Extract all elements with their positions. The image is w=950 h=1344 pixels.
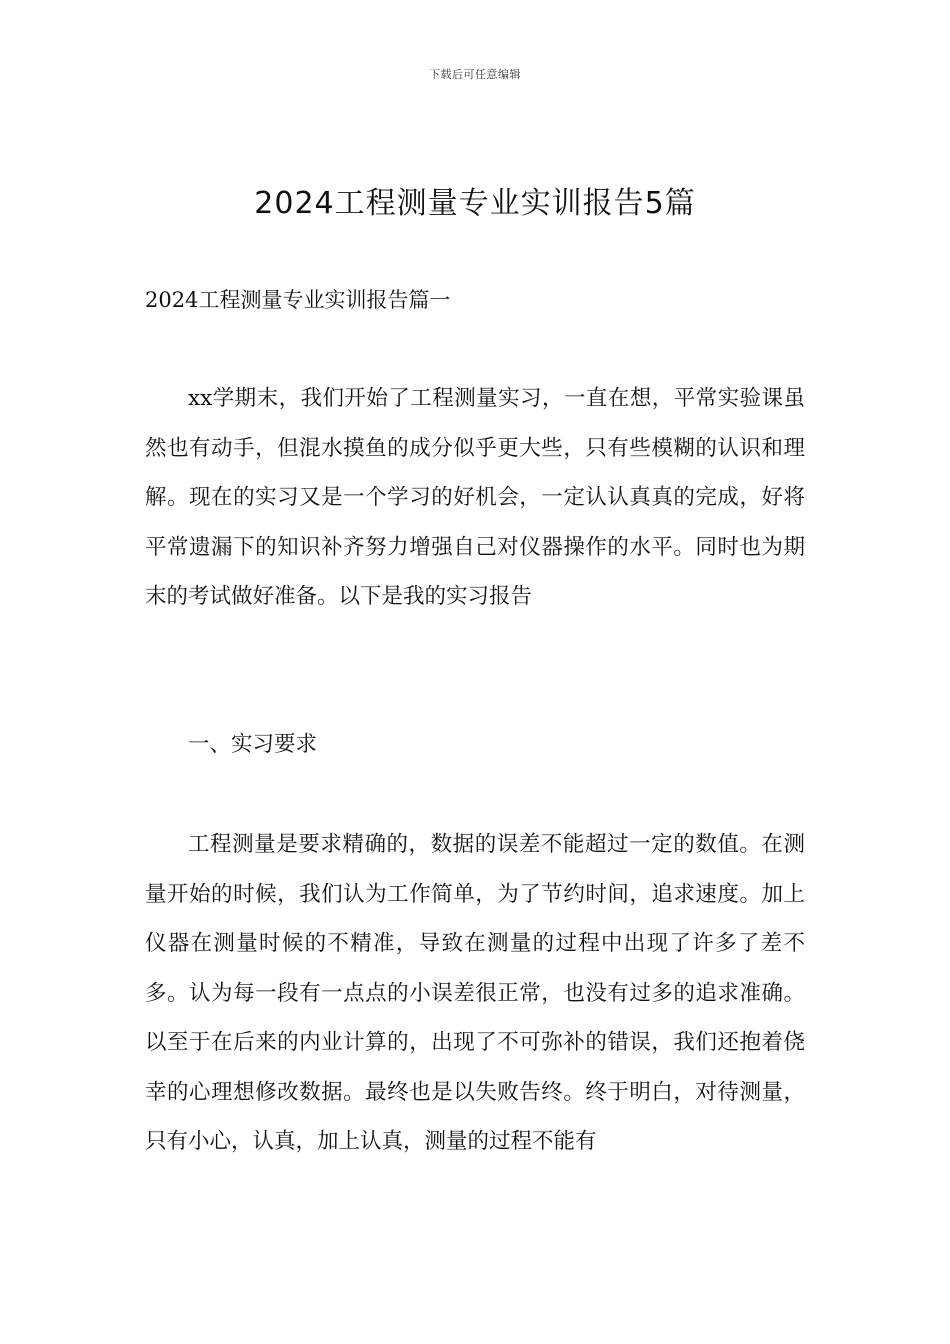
paragraph-intro: xx学期末，我们开始了工程测量实习，一直在想，平常实验课虽然也有动手，但混水摸鱼的成分似乎更大些，只有些模糊的认识和理解。现在的实习又是一个学习的好机会，一定认认真真的完成，好将平常遗漏下的知识补齐努力增强自己对仪器操作的水平。同时也为期末的考试做好准备。以下是我的实习报告 bbox=[145, 386, 805, 609]
header-note: 下载后可任意编辑 bbox=[429, 68, 521, 81]
section-heading: 2024工程测量专业实训报告篇一 bbox=[145, 288, 451, 312]
paragraph-requirements: 工程测量是要求精确的，数据的误差不能超过一定的数值。在测量开始的时候，我们认为工作简单，为了节约时间，追求速度。加上仪器在测量时候的不精准，导致在测量的过程中出现了许多了差不多。认为每一段有一点点的小误差很正常，也没有过多的追求准确。以至于在后来的内业计算的，出现了不可弥补的错误，我们还抱着侥幸的心理想修改数据。最终也是以失败告终。终于明白，对待测量，只有小心，认真，加上认真，测量的过程不能有 bbox=[145, 832, 805, 1154]
document-title: 2024工程测量专业实训报告5篇 bbox=[254, 186, 696, 221]
subheading-requirements: 一、实习要求 bbox=[188, 732, 318, 757]
